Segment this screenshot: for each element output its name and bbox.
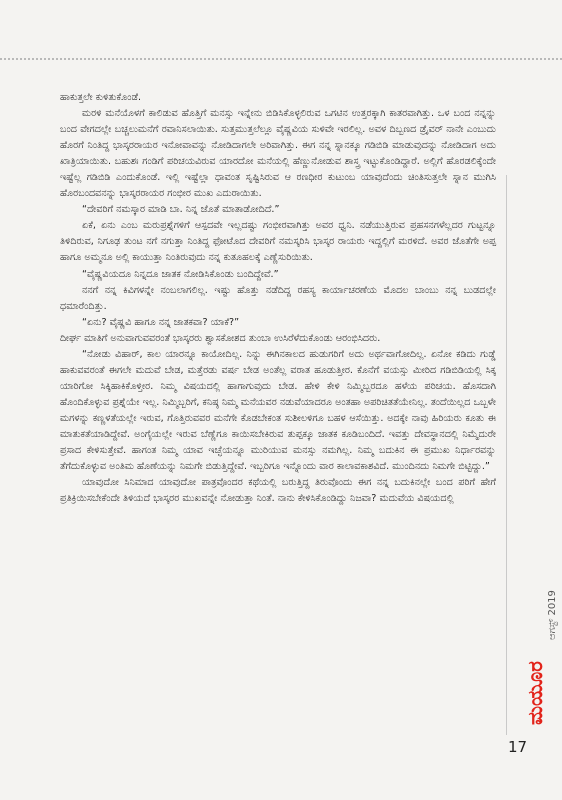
article-paragraph: ಮರಳಿ ಮನೆಯೊಳಗೆ ಕಾಲಿಡುವ ಹೊತ್ತಿಗೆ ಮನಸ್ಸು ಇನ್ನೇನು ಬಿಡಿಸಿಕೊಳ್ಳಲಿರುವ ಒಗಟಿನ ಉತ್ತರಕ್ಕಾಗಿ ಕಾತರವಾಗಿತ್ತು. ಒಳ ಬಂದ ನನ್ನನ್ನು ಬಂದ ವೇಗದಲ್ಲೇ ಬಚ್ಚಲುಮನೆಗೆ ರವಾನಿಸಲಾಯಿತು. ಸುತ್ತಮುತ್ತಲೆಲ್ಲೂ ವೈಷ್ಣವಿಯ ಸುಳಿವೇ ಇರಲಿಲ್ಲ. ಅವಳ ದಿಬ್ಬಣದ ಡ್ರೈವರ್ ನಾನೇ ಎಂಬುದು ಹೊರಗೆ ನಿಂತಿದ್ದ ಭಾಸ್ಕರರಾಯರ ಇನೋವಾವನ್ನು ನೋಡಿದಾಗಲೇ ಅರಿವಾಗಿತ್ತು. ಈಗ ನನ್ನ ಸ್ನಾನಕ್ಕೂ ಗಡಿಬಿಡಿ ಮಾಡುವುದನ್ನು ನೋಡಿದಾಗ ಅದು ಖಾತ್ರಿಯಾಯಿತು. ಬಹುಶಃ ಗಂಡಿಗೆ ಪರಿಚಯವಿರುವ ಯಾರದೋ ಮನೆಯಲ್ಲಿ ಹೆಣ್ಣುನೋಡುವ ಶಾಸ್ತ್ರ ಇಟ್ಟುಕೊಂಡಿದ್ದಾರೆ. ಅಲ್ಲಿಗೆ ಹೊರಡಲಿಕ್ಕೆಂದೇ ಇಷ್ಟೆಲ್ಲ ಗಡಿಬಿಡಿ ಎಂದುಕೊಂಡೆ. ಇಲ್ಲಿ ಇಷ್ಟೆಲ್ಲಾ ಧಾವಂತ ಸೃಷ್ಟಿಸಿರುವ ಆ ರಣಧೀರ ಕುಟುಂಬ ಯಾವುದೆಂದು ಚಿಂತಿಸುತ್ತಲೇ ಸ್ನಾನ ಮುಗಿಸಿ ಹೊರಬಂದವನನ್ನು ಭಾಸ್ಕರರಾಯರ ಗಂಭೀರ ಮುಖ ಎದುರಾಯಿತು. — [60, 108, 496, 200]
magazine-logo: ಮಯೂರ — [523, 661, 547, 725]
page-number: 17 — [508, 738, 528, 756]
article-paragraph: ಏಕೆ, ಏನು ಎಂಬ ಮರುಪ್ರಶ್ನೆಗಳಿಗೆ ಆಸ್ಪದವೇ ಇಲ್ಲದಷ್ಟು ಗಂಭೀರವಾಗಿತ್ತು ಅವರ ಧ್ವನಿ. ನಡೆಯುತ್ತಿರುವ ಪ್ರಹಸನಗಳೆಲ್ಲದರ ಗುಟ್ಟನ್ನೂ ತಿಳಿದಿರುವ, ನಿಗೂಢ ತುಂಟ ನಗೆ ನಗುತ್ತಾ ನಿಂತಿದ್ದ ಫೋಟೊದ ದೇವರಿಗೆ ನಮಸ್ಕರಿಸಿ ಭಾಸ್ಕರ ರಾಯರು ಇದ್ದಲ್ಲಿಗೆ ಮರಳಿದೆ. ಅವರ ಜೊತೆಗೇ ಅಪ್ಪ ಹಾಗೂ ಅಮ್ಮನೂ ಅಲ್ಲಿ ಕಾಯುತ್ತಾ ನಿಂತಿರುವುದು ನನ್ನ ಕುತೂಹಲಕ್ಕೆ ಎಣ್ಣೆಸುರಿಯಿತು. — [60, 220, 496, 264]
article-paragraph: “ದೇವರಿಗೆ ನಮಸ್ಕಾರ ಮಾಡಿ ಬಾ. ನಿನ್ನ ಜೊತೆ ಮಾತಾಡೋದಿದೆ.” — [82, 204, 280, 216]
article-paragraph: ನನಗೆ ನನ್ನ ಕಿವಿಗಳನ್ನೇ ನಂಬಲಾಗಲಿಲ್ಲ. ಇಷ್ಟು ಹೊತ್ತು ನಡೆದಿದ್ದ ರಹಸ್ಯ ಕಾರ್ಯಾಚರಣೆಯ ಮೊದಲ ಬಾಂಬು ನನ್ನ ಬುಡದಲ್ಲೇ ಧಮಾರೆಂದಿತ್ತು. — [60, 284, 496, 312]
margin-rule — [506, 175, 507, 735]
article-body — [60, 90, 496, 507]
top-dotted-border — [0, 58, 562, 60]
article-paragraph: ದೀರ್ಘ ಮಾತಿಗೆ ಅನುವಾಗುವವರಂತೆ ಭಾಸ್ಕರರು ಶ್ವಾಸಕೋಶದ ತುಂಬಾ ಉಸಿರೆಳೆದುಕೊಂಡು ಆರಂಭಿಸಿದರು. — [60, 332, 381, 344]
article-paragraph: “ವೈಷ್ಣವಿಯದೂ ನಿನ್ನದೂ ಜಾತಕ ನೋಡಿಸಿಕೊಂಡು ಬಂದಿದ್ದೇವೆ.” — [82, 268, 279, 280]
article-paragraph: “ನೋಡು ವಿಹಾರ್, ಕಾಲ ಯಾರನ್ನೂ ಕಾಯೋದಿಲ್ಲ. ನಿನ್ನು ಈಗಿನಕಾಲದ ಹುಡುಗರಿಗೆ ಅದು ಅರ್ಥವಾಗೋದಿಲ್ಲ. ಏನೋ ಕಡಿದು ಗುಡ್ಡೆ ಹಾಕುವವರಂತೆ ಈಗಲೇ ಮದುವೆ ಬೇಡ, ಮತ್ತೆರಡು ವರ್ಷ ಬೇಡ ಅಂತೆಲ್ಲ ವರಾತ ಹೂಡುತ್ತೀರ. ಕೊನೆಗೆ ವಯಸ್ಸು ಮೀರಿದ ಗಡಿಬಿಡಿಯಲ್ಲಿ ಸಿಕ್ಕ ಯಾರಿಗೋ ಸಿಕ್ಕಿಹಾಕಿಕೊಳ್ತೀರ. ನಿಮ್ಮ ವಿಷಯದಲ್ಲಿ ಹಾಗಾಗುವುದು ಬೇಡ. ಹೇಳಿ ಕೇಳಿ ನಿಮ್ಮಿಬ್ಬರದೂ ಹಳೆಯ ಪರಿಚಯ. ಹೊಸದಾಗಿ ಹೊಂದಿಕೊಳ್ಳುವ ಪ್ರಶ್ನೆಯೇ ಇಲ್ಲ. ನಿಮ್ಮಿಬ್ಬರಿಗೆ, ಕನಿಷ್ಠ ನಿಮ್ಮ ಮನೆಯವರ ನಡುವೆಯಾದರೂ ಅಂತಹಾ ಅಪರಿಚಿತತೆಯೇನಿಲ್ಲ. ತಂದೆಯಿಲ್ಲದ ಒಬ್ಬಳೇ ಮಗಳನ್ನು ಕಣ್ಣಳತೆಯಲ್ಲೇ ಇರುವ, ಗೊತ್ತಿರುವವರ ಮನೆಗೇ ಕೊಡಬೇಕಂತ ಸುಶೀಲಳಿಗೂ ಬಹಳ ಆಸೆಯಿತ್ತು. ಅದಕ್ಕೇ ನಾವು ಹಿರಿಯರು ಕೂತು ಈ ಮಾತುಕತೆಯಾಡಿದ್ದೇವೆ. ಅಂಗೈಯಲ್ಲೇ ಇರುವ ಬೆಣ್ಣೆಗೂ ಕಾಯಿಸಬೇಕಿರುವ ತುಪ್ಪಕ್ಕೂ ಜಾತಕ ಕೂಡಿಬಂದಿದೆ. ಇವತ್ತು ದೇವಸ್ಥಾನದಲ್ಲಿ ನಿಮ್ಮೆದುರೇ ಪ್ರಸಾದ ಕೇಳಿಸುತ್ತೇವೆ. ಹಾಗಂತ ನಿಮ್ಮ ಯಾವ ಇಚ್ಛೆಯನ್ನೂ ಮುರಿಯುವ ಮನಸ್ಸು ನಮಗಿಲ್ಲ. ನಿಮ್ಮ ಬದುಕಿನ ಈ ಪ್ರಮುಖ ನಿರ್ಧಾರವನ್ನು ತೆಗೆದುಕೊಳ್ಳುವ ಅಂತಿಮ ಹೊಣೆಯನ್ನು ನಿಮಗೇ ಬಿಡುತ್ತಿದ್ದೇವೆ. ಇಬ್ಬರಿಗೂ ಇನ್ನೊಂದು ವಾರ ಕಾಲಾವಕಾಶವಿದೆ. ಮುಂದಿನದು ನಿಮಗೇ ಬಿಟ್ಟಿದ್ದು.” — [60, 348, 496, 473]
article-paragraph: ಹಾಕುತ್ತಲೇ ಕುಳಿತುಕೊಂಡೆ. — [60, 92, 142, 103]
issue-date: ಆಗಸ್ಟ್ 2019 — [547, 590, 558, 640]
article-paragraph: “ಏನು? ವೈಷ್ಣವಿ ಹಾಗೂ ನನ್ನ ಜಾತಕವಾ? ಯಾಕೆ?” — [82, 316, 240, 328]
article-paragraph: ಯಾವುದೋ ಸಿನಿಮಾದ ಯಾವುದೋ ಪಾತ್ರವೊಂದರ ಕಥೆಯಲ್ಲಿ ಬರುತ್ತಿದ್ದ ತಿರುವೊಂದು ಈಗ ನನ್ನ ಬದುಕಿನಲ್ಲೇ ಬಂದ ಪರಿಗೆ ಹೇಗೆ ಪ್ರತಿಕ್ರಿಯಿಸಬೇಕೆಂದೇ ತಿಳಿಯದೆ ಭಾಸ್ಕರರ ಮುಖವನ್ನೇ ನೋಡುತ್ತಾ ನಿಂತೆ. ನಾನು ಕೇಳಿಸಿಕೊಂಡಿದ್ದು ನಿಜವಾ? ಮದುವೆಯ ವಿಷಯದಲ್ಲಿ — [60, 477, 496, 505]
